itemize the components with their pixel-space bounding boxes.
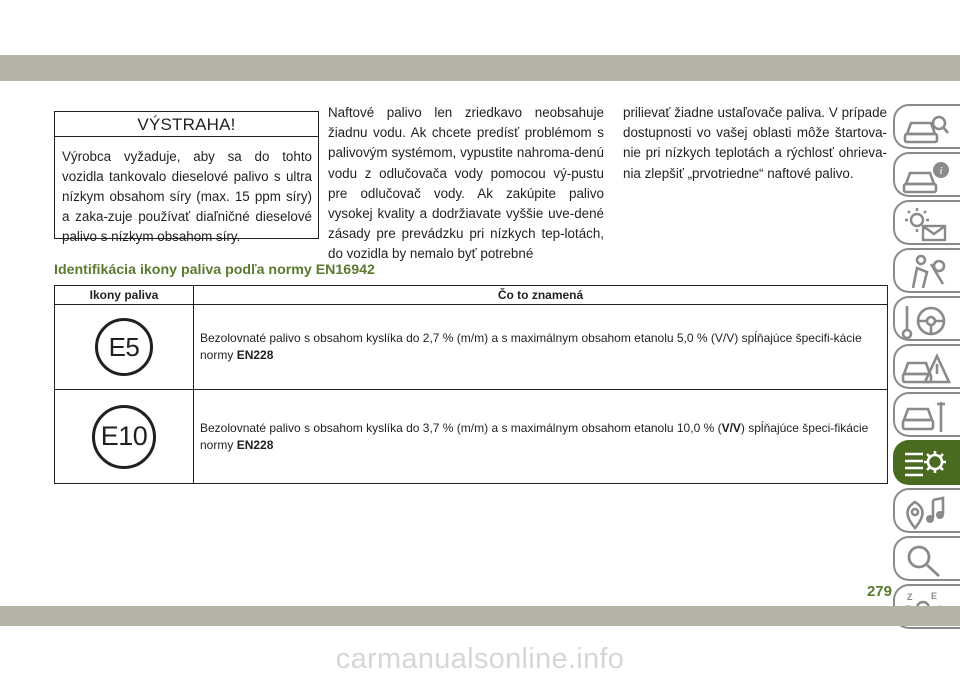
unit-label: V/V (721, 420, 741, 435)
text-column-3: prilievať žiadne ustaľovače paliva. V prípade dostupnosti vo vašej oblasti môže štartova-nie pri nízkych teplotách a rýchlosť ohrieva-nia zlepšiť „prvotriedne“ naftové palivo. (623, 105, 887, 181)
page-number: 279 (866, 583, 892, 600)
header-fuel-icons: Ikony paliva (55, 286, 194, 305)
svg-text:E: E (931, 591, 938, 601)
e10-fuel-icon: E10 (92, 405, 156, 469)
seat-airbag-icon[interactable] (893, 248, 960, 293)
steering-wheel-key-icon[interactable] (893, 296, 960, 341)
table-row (55, 390, 888, 484)
norm-label: EN228 (236, 348, 274, 362)
top-band (0, 55, 960, 81)
car-search-icon[interactable] (893, 104, 960, 149)
warning-title: VÝSTRAHA! (55, 112, 318, 137)
warning-box (54, 111, 319, 244)
svg-text:Z: Z (907, 592, 913, 602)
warning-light-message-icon[interactable] (893, 200, 960, 245)
navigation-music-icon[interactable] (893, 488, 960, 533)
norm-label: EN228 (236, 437, 274, 452)
car-wrench-icon[interactable] (893, 392, 960, 437)
fuel-description (194, 305, 888, 390)
description-text: Bezolovnaté palivo s obsahom kyslíka do 3,7 % (m/m) a s maximálnym obsahom etanolu 10,0 % ( (200, 420, 722, 435)
fuel-icon-cell (55, 305, 194, 390)
svg-text:i: i (939, 165, 943, 177)
description-text: Bezolovnaté palivo s obsahom kyslíka do 2,7 % (m/m) a s maximálnym obsahom etanolu 5,0 % (V/V) spĺňajúce špecifi-kácie normy (200, 331, 862, 362)
table-row (55, 305, 888, 390)
text-column-2: Naftové palivo len zriedkavo neobsahuje žiadnu vodu. Ak chcete predísť problémom s palivovým systémom, vypustite nahroma-denú vodu z odlučovača vody pomocou vý-pustu pre odlučovač vody. Ak zakúpite palivo vysokej kvality a dodržiavate vyššie uve-dené zásady pre prevádzku pri nízkych tep-lotách, do vozidla by nemalo byť potrebné (328, 105, 604, 262)
specs-gear-icon[interactable] (893, 440, 960, 485)
fuel-icon-cell (55, 390, 194, 484)
magnifier-index-icon[interactable] (893, 536, 960, 581)
header-meaning: Čo to znamená (194, 286, 888, 305)
bottom-band (0, 606, 960, 626)
description-text-cont: ) spĺňajúce špeci-fikácie normy (200, 420, 869, 452)
fuel-description (194, 390, 888, 484)
e5-fuel-icon: E5 (95, 318, 153, 376)
watermark: carmanualsonline.info (335, 643, 625, 675)
table-header-row (55, 286, 888, 305)
fuel-icon-table (54, 285, 888, 484)
car-hazard-icon[interactable] (893, 344, 960, 389)
section-heading: Identifikácia ikony paliva podľa normy EN16942 (54, 262, 375, 278)
warning-text: Výrobca vyžaduje, aby sa do tohto vozidla tankovalo dieselové palivo s ultra nízkym obsahom síry (max. 15 ppm síry) a zaka-zuje používať diaľničné dieselové palivo s nízkym obsahom síry. (62, 149, 312, 244)
car-info-icon[interactable] (893, 152, 960, 197)
